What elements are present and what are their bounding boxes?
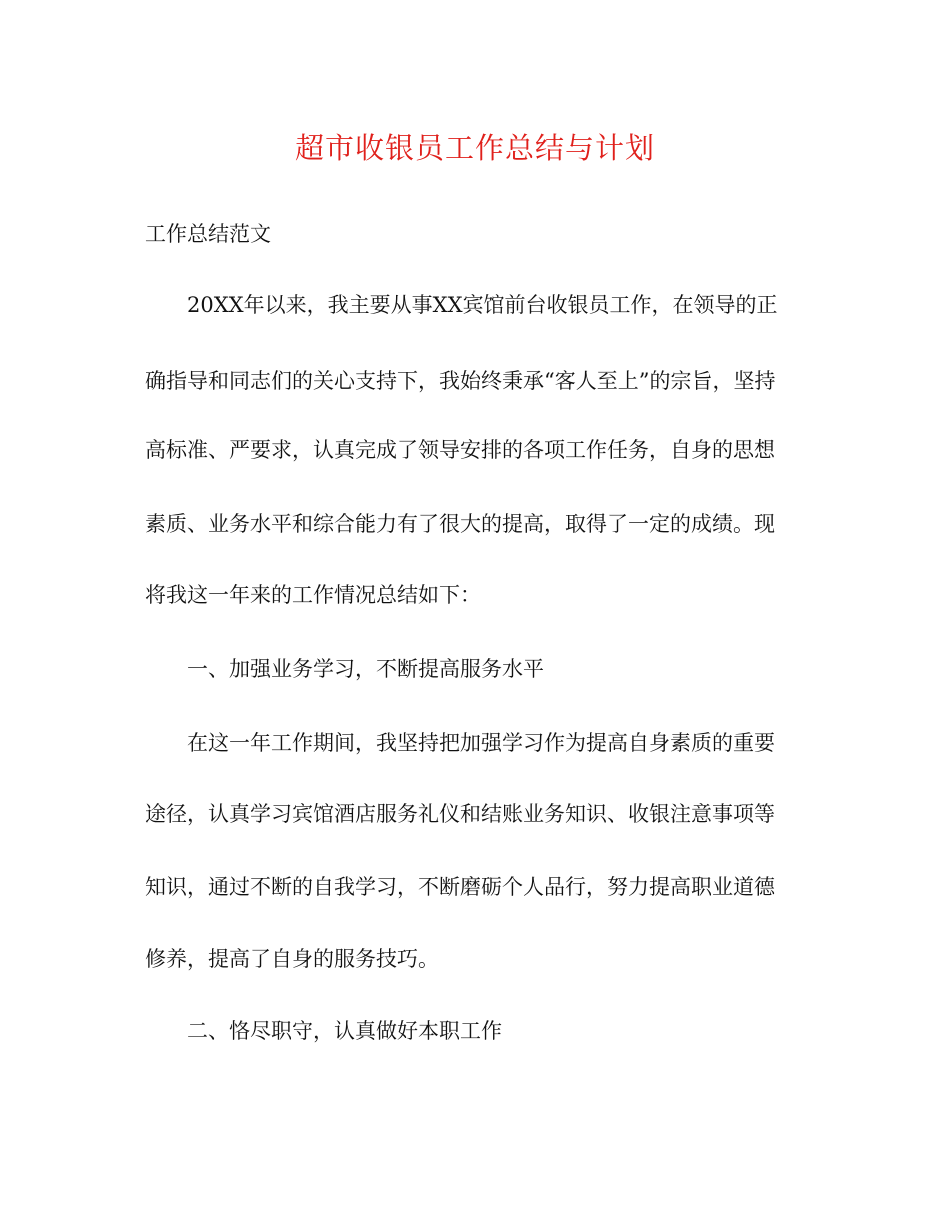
- paragraph-line: 确指导和同志们的关心支持下，我始终秉承“客人至上”的宗旨，坚持: [145, 369, 776, 393]
- paragraph-line: 修养，提高了自身的服务技巧。: [145, 947, 439, 971]
- document-title: 超市收银员工作总结与计划: [294, 131, 655, 165]
- document-subtitle: 工作总结范文: [145, 222, 271, 246]
- section-heading: 一、加强业务学习，不断提高服务水平: [187, 657, 544, 681]
- paragraph-line: 高标准、严要求，认真完成了领导安排的各项工作任务，自身的思想: [145, 438, 775, 462]
- paragraph-line: 素质、业务水平和综合能力有了很大的提高，取得了一定的成绩。现: [145, 512, 775, 536]
- paragraph-line: 途径，认真学习宾馆酒店服务礼仪和结账业务知识、收银注意事项等: [145, 802, 775, 826]
- paragraph-line: 知识，通过不断的自我学习，不断磨砺个人品行，努力提高职业道德: [145, 875, 775, 899]
- section-heading: 二、恪尽职守，认真做好本职工作: [187, 1019, 502, 1043]
- paragraph-line: 20XX年以来，我主要从事XX宾馆前台收银员工作，在领导的正: [187, 293, 778, 317]
- paragraph-line: 将我这一年来的工作情况总结如下：: [145, 583, 481, 607]
- paragraph-line: 在这一年工作期间，我坚持把加强学习作为提高自身素质的重要: [187, 731, 775, 755]
